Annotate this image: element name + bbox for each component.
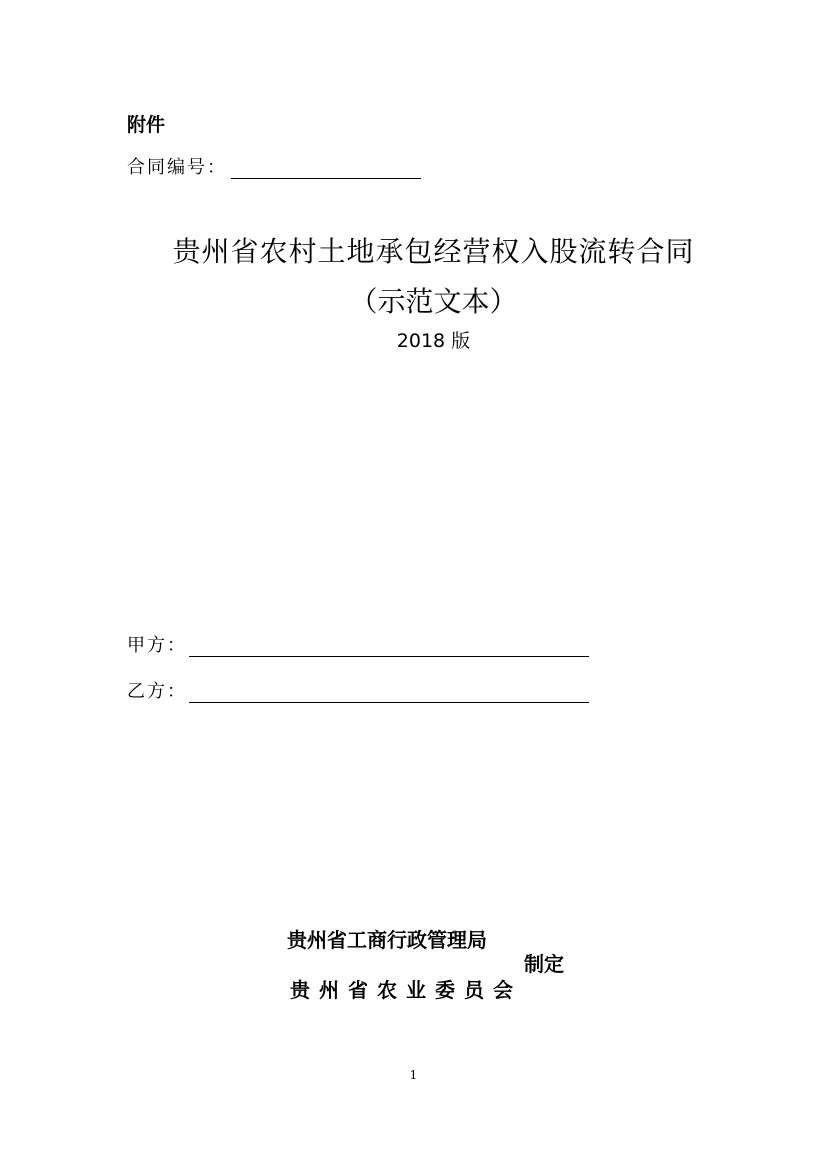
- issuer-commerce-bureau: 贵州省工商行政管理局: [287, 928, 487, 952]
- party-b-label: 乙方：: [127, 681, 187, 702]
- attachment-label: 附件: [127, 114, 166, 136]
- party-a-blank: [189, 634, 589, 657]
- document-subtitle: （示范文本）: [349, 285, 518, 318]
- party-a-field: [127, 631, 589, 657]
- party-b-blank: [189, 680, 589, 703]
- issuer-enacted-label: 制定: [524, 952, 564, 976]
- party-a-label: 甲方：: [127, 635, 187, 656]
- document-edition: 2018 版: [396, 330, 471, 352]
- issuer-agriculture-committee: 贵州省农业委员会: [290, 978, 522, 1002]
- contract-number-blank: [231, 156, 421, 179]
- contract-number-field: [127, 153, 421, 179]
- contract-number-label: 合同编号：: [127, 157, 227, 178]
- page-number: 1: [409, 1068, 418, 1082]
- party-b-field: [127, 677, 589, 703]
- document-title: 贵州省农村土地承包经营权入股流转合同: [172, 235, 695, 268]
